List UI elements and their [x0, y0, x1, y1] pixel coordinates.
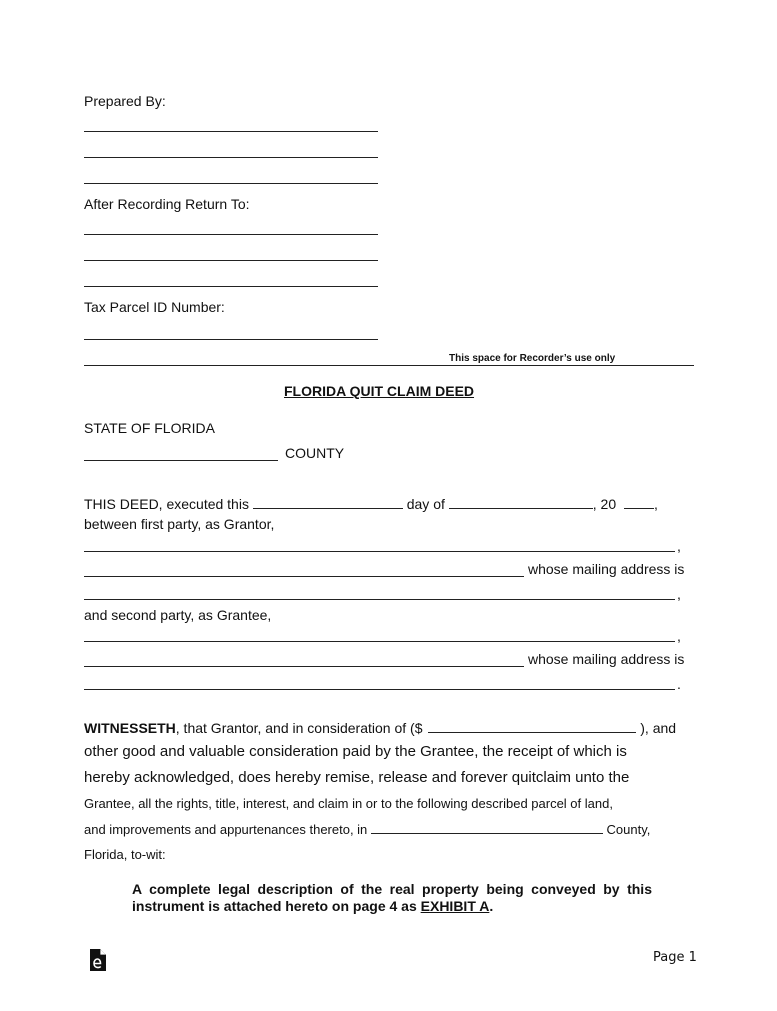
executed-prefix: THIS DEED, executed this [84, 496, 249, 512]
grantor-mailing-label: whose mailing address is [528, 561, 685, 577]
grantor-address-comma: , [677, 586, 681, 602]
county-name-line[interactable] [84, 460, 278, 461]
grantee-mailing-label: whose mailing address is [528, 651, 685, 667]
consideration-amount-field[interactable] [428, 718, 636, 733]
execution-year-field[interactable] [624, 494, 654, 509]
recorder-divider [84, 365, 694, 366]
grantor-name-line[interactable] [84, 551, 675, 552]
witnesseth-keyword: WITNESSETH [84, 720, 176, 736]
recorder-note: This space for Recorder’s use only [449, 353, 616, 364]
execution-day-field[interactable] [253, 494, 403, 509]
page-number: Page 1 [653, 950, 697, 965]
grantee-name-comma: , [677, 628, 681, 644]
return-to-line-1[interactable] [84, 234, 378, 235]
return-to-line-2[interactable] [84, 260, 378, 261]
witnesseth-line-5 [84, 820, 650, 838]
legal-end: . [489, 898, 494, 914]
after-recording-label: After Recording Return To: [84, 196, 250, 212]
return-to-line-3[interactable] [84, 286, 378, 287]
grantee-address-line[interactable] [84, 689, 675, 690]
witnesseth-line-1 [84, 718, 676, 737]
execution-month-field[interactable] [449, 494, 593, 509]
tax-parcel-label: Tax Parcel ID Number: [84, 299, 225, 315]
deed-executed-line [84, 494, 658, 513]
witnesseth-line-3: hereby acknowledged, does hereby remise, release and forever quitclaim unto the [84, 769, 630, 786]
grantee-address-period: . [677, 676, 681, 692]
grantor-name-comma: , [677, 538, 681, 554]
between-grantor-text: between first party, as Grantor, [84, 516, 275, 532]
tax-parcel-line[interactable] [84, 339, 378, 340]
consideration-end: ), and [640, 720, 677, 736]
prepared-by-line-3[interactable] [84, 183, 378, 184]
consideration-text: , that Grantor, and in consideration of ($ [175, 720, 423, 736]
grantor-address-line[interactable] [84, 599, 675, 600]
witnesseth-line-2: other good and valuable consideration paid by the Grantee, the receipt of which is [84, 743, 627, 760]
year-comma: , [654, 496, 658, 512]
legal-description-note [132, 881, 652, 915]
parcel-county-field[interactable] [371, 820, 603, 834]
prepared-by-label: Prepared By: [84, 93, 166, 109]
state-line: STATE OF FLORIDA [84, 420, 215, 436]
document-title: FLORIDA QUIT CLAIM DEED [284, 383, 475, 399]
improvements-text: and improvements and appurtenances thereto, in [84, 822, 368, 837]
day-of-text: day of [406, 496, 445, 512]
grantee-name-line[interactable] [84, 641, 675, 642]
year-prefix: , 20 [592, 496, 617, 512]
legal-text: A complete legal description of the real property being conveyed by this instrument is attached hereto on page 4 as [132, 881, 652, 914]
grantee-line-2[interactable] [84, 666, 524, 667]
exhibit-a-label: EXHIBIT A [420, 898, 490, 914]
county-word: County, [606, 822, 651, 837]
eforms-logo-icon [88, 948, 107, 972]
second-party-text: and second party, as Grantee, [84, 607, 272, 623]
county-label: COUNTY [285, 445, 345, 461]
witnesseth-line-6: Florida, to-wit: [84, 847, 166, 862]
witnesseth-line-4: Grantee, all the rights, title, interest, and claim in or to the following described parcel of land, [84, 796, 613, 811]
prepared-by-line-2[interactable] [84, 157, 378, 158]
grantor-line-2[interactable] [84, 576, 524, 577]
prepared-by-line-1[interactable] [84, 131, 378, 132]
